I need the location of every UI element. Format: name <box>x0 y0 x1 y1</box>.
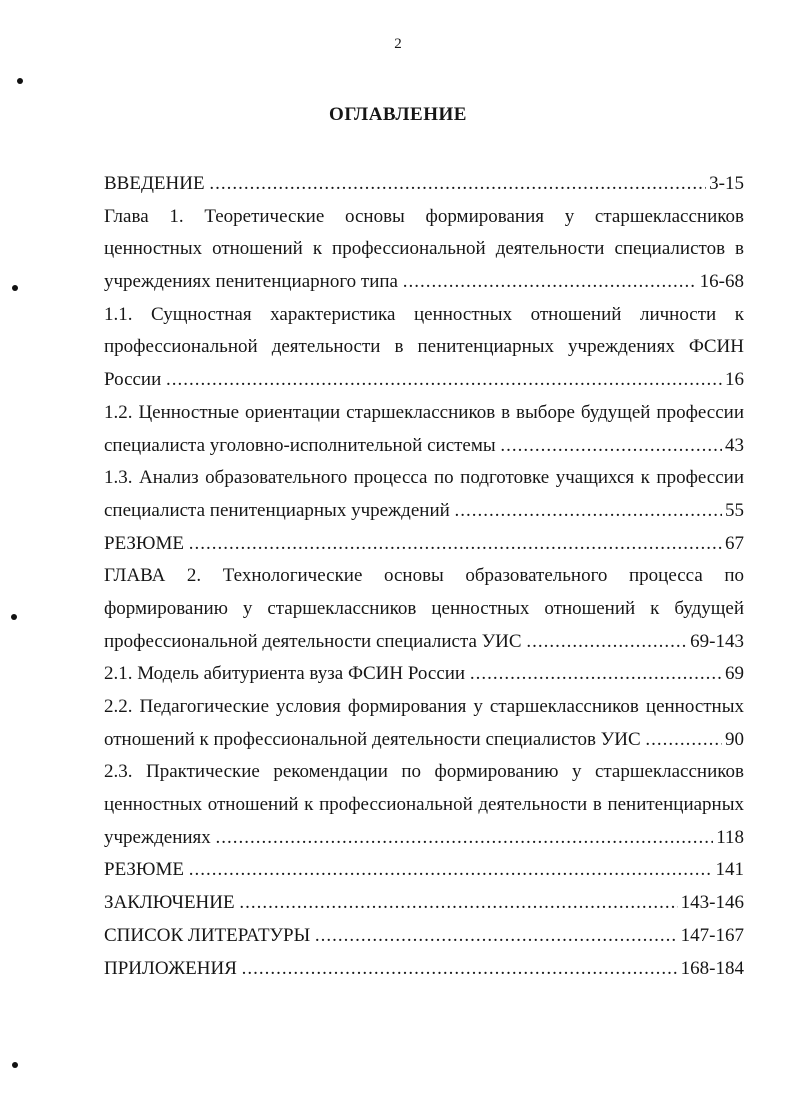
toc-entry-label: специалиста пенитенциарных учреждений <box>104 499 455 521</box>
dot-leader <box>242 953 678 986</box>
dot-leader <box>645 724 722 757</box>
toc-entry-text-line: 1.3. Анализ образовательного процесса по подготовке учащихся к профессии <box>104 467 744 489</box>
toc-entry-text-line: 2.3. Практические рекомендации по формированию у старшеклассников <box>104 761 744 783</box>
toc-entry[interactable] <box>104 299 744 397</box>
toc-entry-page: 147-167 <box>680 924 744 946</box>
toc-entry-page: 16-68 <box>699 271 744 293</box>
toc-entry-leader-line <box>104 854 744 887</box>
dot-leader <box>216 822 714 855</box>
toc-entry-label: РЕЗЮМЕ <box>104 859 189 881</box>
toc-entry-page: 141 <box>715 859 744 881</box>
toc-entry-leader-line <box>104 626 744 659</box>
dot-leader <box>166 364 722 397</box>
toc-entry-page: 118 <box>716 826 744 848</box>
toc-entry-label: России <box>104 369 167 391</box>
toc-entry-leader-line <box>104 724 744 757</box>
dot-leader <box>189 528 722 561</box>
toc-entry-page: 168-184 <box>680 957 744 979</box>
toc-entry-text-line: ГЛАВА 2. Технологические основы образовательного процесса по <box>104 565 744 587</box>
toc-entry[interactable] <box>104 953 744 986</box>
dot-leader <box>455 495 722 528</box>
toc-entry[interactable] <box>104 756 744 854</box>
toc-entry-text-line: 1.2. Ценностные ориентации старшеклассников в выборе будущей профессии <box>104 401 744 423</box>
toc-entry[interactable] <box>104 854 744 887</box>
toc-entry-page: 143-146 <box>680 892 744 914</box>
toc-entry-text-line: 2.2. Педагогические условия формирования у старшеклассников ценностных <box>104 696 744 717</box>
toc-entry-text-line: профессиональной деятельности в пенитенциарных учреждениях ФСИН <box>104 336 744 358</box>
toc-entry-label: специалиста уголовно-исполнительной системы <box>104 434 501 456</box>
toc-entry-label: ПРИЛОЖЕНИЯ <box>104 957 242 979</box>
toc-entry[interactable] <box>104 560 744 658</box>
dot-leader <box>500 430 722 463</box>
dot-leader <box>239 887 677 920</box>
scan-speck <box>11 614 17 620</box>
scan-speck <box>12 1062 18 1068</box>
toc-entry-text-line: ценностных отношений к профессиональной деятельности специалистов в <box>104 238 744 260</box>
toc-entry-leader-line <box>104 887 744 920</box>
toc-entry[interactable] <box>104 691 744 756</box>
toc-entry-leader-line <box>104 658 744 691</box>
toc-entry-text-line: 1.1. Сущностная характеристика ценностных отношений личности к <box>104 303 744 325</box>
scan-speck <box>12 285 18 291</box>
toc-entry-leader-line <box>104 266 744 299</box>
toc-entry-label: 2.1. Модель абитуриента вуза ФСИН России <box>104 663 470 685</box>
toc-entry-page: 69 <box>725 663 744 685</box>
toc-entry-leader-line <box>104 920 744 953</box>
toc-entry-text-line: ценностных отношений к профессиональной деятельности в пенитенциарных <box>104 794 744 816</box>
toc-entry-leader-line <box>104 953 744 986</box>
toc-entry-label: ВВЕДЕНИЕ <box>104 173 210 194</box>
page-title: ОГЛАВЛЕНИЕ <box>329 104 467 125</box>
toc-entry[interactable] <box>104 397 744 462</box>
toc-entry-page: 43 <box>725 434 744 456</box>
toc-entry-label: учреждениях пенитенциарного типа <box>104 271 403 293</box>
page-number: 2 <box>394 36 402 52</box>
toc-entry-label: СПИСОК ЛИТЕРАТУРЫ <box>104 924 315 946</box>
toc-entry[interactable] <box>104 887 744 920</box>
toc-entry-label: ЗАКЛЮЧЕНИЕ <box>104 892 240 914</box>
toc-entry[interactable] <box>104 201 744 299</box>
toc-entry-label: РЕЗЮМЕ <box>104 532 189 554</box>
toc-entry[interactable] <box>104 920 744 953</box>
dot-leader <box>470 658 722 691</box>
toc-entry-text-line: Глава 1. Теоретические основы формирования у старшеклассников <box>104 205 744 227</box>
toc-entry[interactable] <box>104 168 744 201</box>
toc-entry-page: 3-15 <box>709 173 744 194</box>
toc-entry-label: учреждениях <box>104 826 216 848</box>
toc-entry-leader-line <box>104 168 744 201</box>
toc-entry-leader-line <box>104 495 744 528</box>
table-of-contents <box>104 168 744 985</box>
toc-entry-text-line: формированию у старшеклассников ценностных отношений к будущей <box>104 597 744 619</box>
toc-entry-label: отношений к профессиональной деятельности специалистов УИС <box>104 728 646 750</box>
toc-entry-page: 90 <box>725 728 744 750</box>
toc-entry-leader-line <box>104 430 744 463</box>
dot-leader <box>315 920 678 953</box>
toc-entry-page: 16 <box>725 369 744 391</box>
toc-entry-leader-line <box>104 528 744 561</box>
toc-entry[interactable] <box>104 528 744 561</box>
toc-entry-page: 67 <box>725 532 744 554</box>
toc-entry-leader-line <box>104 364 744 397</box>
toc-entry-label: профессиональной деятельности специалиста УИС <box>104 630 527 652</box>
toc-entry[interactable] <box>104 658 744 691</box>
toc-entry-page: 69-143 <box>690 630 744 652</box>
toc-entry[interactable] <box>104 462 744 527</box>
toc-entry-leader-line <box>104 822 744 855</box>
dot-leader <box>403 266 697 299</box>
dot-leader <box>189 854 713 887</box>
scan-speck <box>17 78 23 84</box>
dot-leader <box>526 626 687 659</box>
toc-entry-page: 55 <box>725 499 744 521</box>
dot-leader <box>209 168 706 201</box>
